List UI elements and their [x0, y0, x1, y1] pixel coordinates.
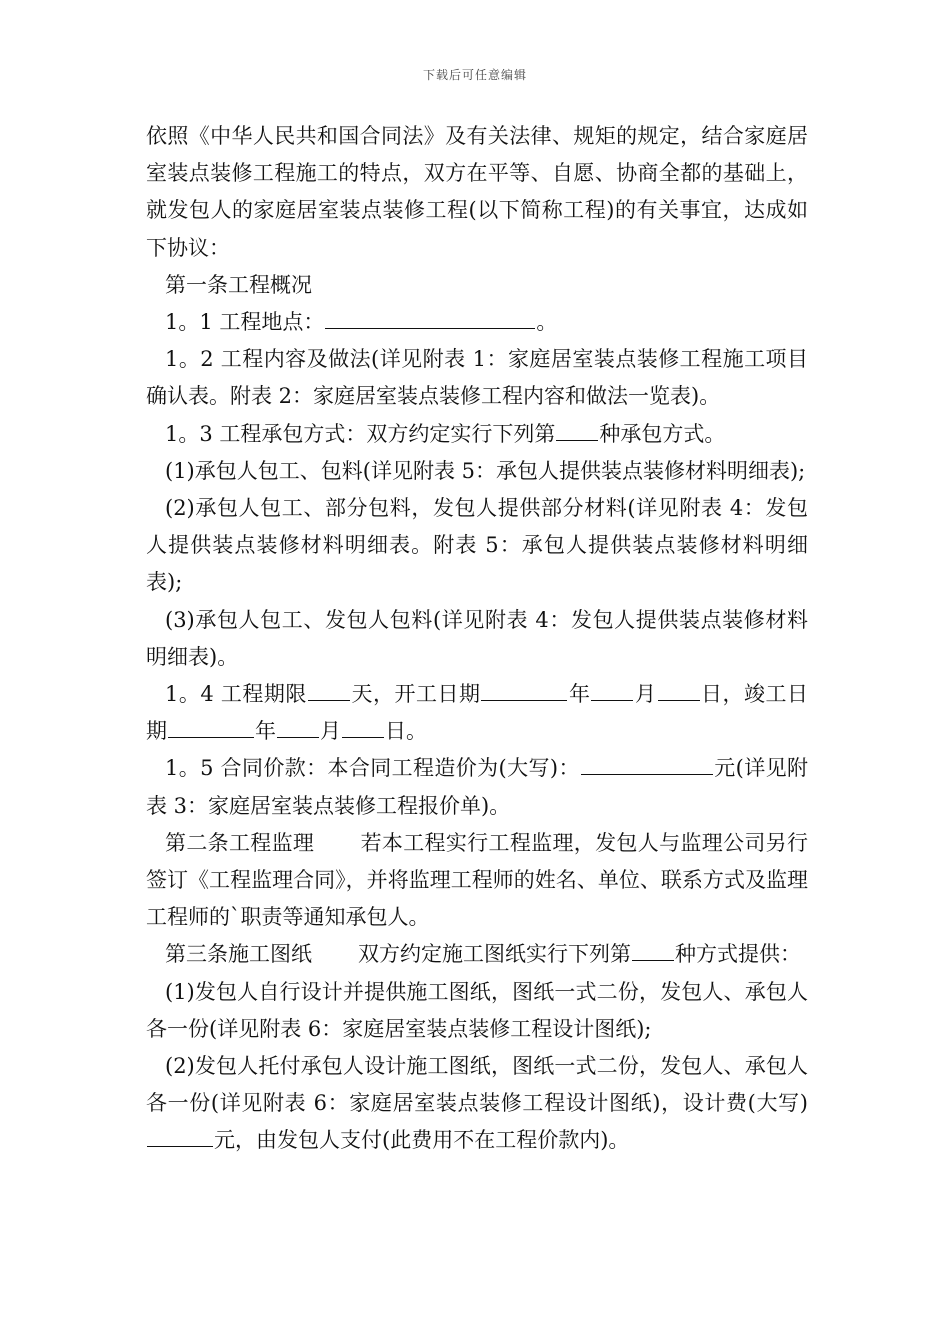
- clause-1-1: 1。1 工程地点： 。: [165, 310, 558, 335]
- blank-end-day[interactable]: [342, 719, 384, 738]
- page-watermark: 下载后可任意编辑: [422, 68, 527, 82]
- option-3: (3)承包人包工、发包人包料(详见附表 4：发包人提供装点装修材料明细表)。: [146, 607, 808, 669]
- clause-1-1-label: 1。1 工程地点：: [165, 310, 325, 335]
- contract-body: [146, 118, 808, 1160]
- blank-duration-days[interactable]: [308, 682, 350, 701]
- drawing-option-2: (2)发包人托付承包人设计施工图纸，图纸一式二份，发包人、承包人各一份(详见附表 6：家庭居室装点装修工程设计图纸)，设计费(大写)元，由发包人支付(此费用不在工程价款内)。: [146, 1054, 808, 1153]
- drawing-option-1: (1)发包人自行设计并提供施工图纸，图纸一式二份，发包人、承包人各一份(详见附表 6：家庭居室装点装修工程设计图纸);: [146, 979, 808, 1041]
- clause-1-5: 1。5 合同价款：本合同工程造价为(大写)： 元(详见附表 3：家庭居室装点装修工程报价单)。: [146, 756, 808, 818]
- article-3-title: 第三条施工图纸: [165, 942, 312, 967]
- blank-project-location[interactable]: [325, 310, 535, 329]
- blank-drawing-mode-number[interactable]: [632, 942, 674, 961]
- article-1-title: 第一条工程概况: [165, 272, 312, 297]
- blank-start-day[interactable]: [658, 682, 700, 701]
- intro-paragraph: 依照《中华人民共和国合同法》及有关法律、规矩的规定，结合家庭居室装点装修工程施工的特点，双方在平等、自愿、协商全都的基础上，就发包人的家庭居室装点装修工程(以下简称工程)的有关事宜，达成如下协议：: [146, 124, 808, 260]
- clause-1-3: 1。3 工程承包方式：双方约定实行下列第 种承包方式。: [165, 421, 726, 446]
- article-2-title: 第二条工程监理: [165, 830, 315, 855]
- blank-contract-price[interactable]: [581, 756, 713, 775]
- blank-contract-mode-number[interactable]: [556, 422, 598, 441]
- blank-end-month[interactable]: [277, 719, 319, 738]
- clause-1-4: 1。4 工程期限 天，开工日期 年 月 日，竣工日期 年 月 日。: [146, 682, 809, 744]
- clause-1-2: 1。2 工程内容及做法(详见附表 1：家庭居室装点装修工程施工项目确认表。附表 2：家庭居室装点装修工程内容和做法一览表)。: [146, 347, 808, 409]
- blank-start-month[interactable]: [591, 682, 633, 701]
- option-2: (2)承包人包工、部分包料，发包人提供部分材料(详见附表 4：发包人提供装点装修材料明细表。附表 5：承包人提供装点装修材料明细表);: [146, 496, 808, 595]
- article-2-text: 若本工程实行工程监理，发包人与监理公司另行签订《工程监理合同》，并将监理工程师的姓名、单位、联系方式及监理工程师的`职责等通知承包人。: [146, 830, 808, 930]
- article-3: 第三条施工图纸 双方约定施工图纸实行下列第 种方式提供：: [165, 942, 801, 967]
- article-2: [146, 825, 808, 937]
- blank-start-year[interactable]: [481, 682, 567, 701]
- blank-design-fee[interactable]: [147, 1128, 213, 1147]
- option-1: (1)承包人包工、包料(详见附表 5：承包人提供装点装修材料明细表);: [165, 458, 806, 483]
- blank-end-year[interactable]: [168, 719, 254, 738]
